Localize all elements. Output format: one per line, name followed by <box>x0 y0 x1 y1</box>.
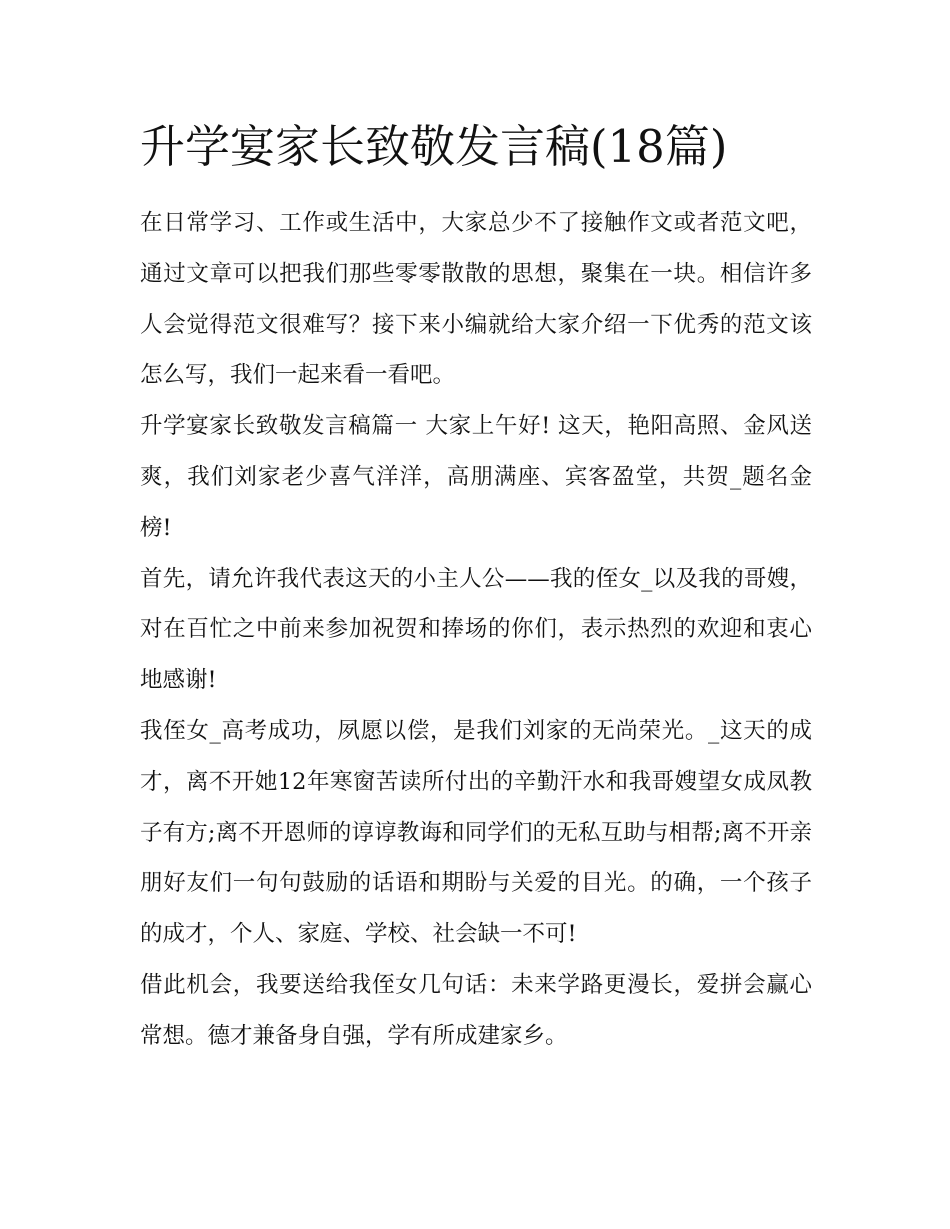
paragraph-intro: 在日常学习、工作或生活中，大家总少不了接触作文或者范文吧，通过文章可以把我们那些零零散散的思想，聚集在一块。相信许多人会觉得范文很难写？接下来小编就给大家介绍一下优秀的范文该怎么写，我们一起来看一看吧。 <box>140 210 812 389</box>
document-title: 升学宴家长致敬发言稿(18篇) <box>140 120 728 173</box>
paragraph-thanks: 首先，请允许我代表这天的小主人公——我的侄女_以及我的哥嫂，对在百忙之中前来参加祝贺和捧场的你们，表示热烈的欢迎和衷心地感谢! <box>140 565 812 694</box>
paragraph-achievement: 我侄女_高考成功，夙愿以偿，是我们刘家的无尚荣光。_这天的成才，离不开她12年寒窗苦读所付出的辛勤汗水和我哥嫂望女成凤教子有方;离不开恩师的谆谆教诲和同学们的无私互助与相帮;离不开亲朋好友们一句句鼓励的话语和期盼与关爱的目光。的确，一个孩子的成才，个人、家庭、学校、社会缺一不可! <box>140 717 812 948</box>
paragraph-greeting: 升学宴家长致敬发言稿篇一 大家上午好! 这天，艳阳高照、金风送爽，我们刘家老少喜气洋洋，高朋满座、宾客盈堂，共贺_题名金榜! <box>140 413 812 541</box>
document-body <box>140 112 812 1062</box>
paragraph-advice: 借此机会，我要送给我侄女几句话：未来学路更漫长，爱拼会赢心常想。德才兼备身自强，学有所成建家乡。 <box>140 971 812 1049</box>
